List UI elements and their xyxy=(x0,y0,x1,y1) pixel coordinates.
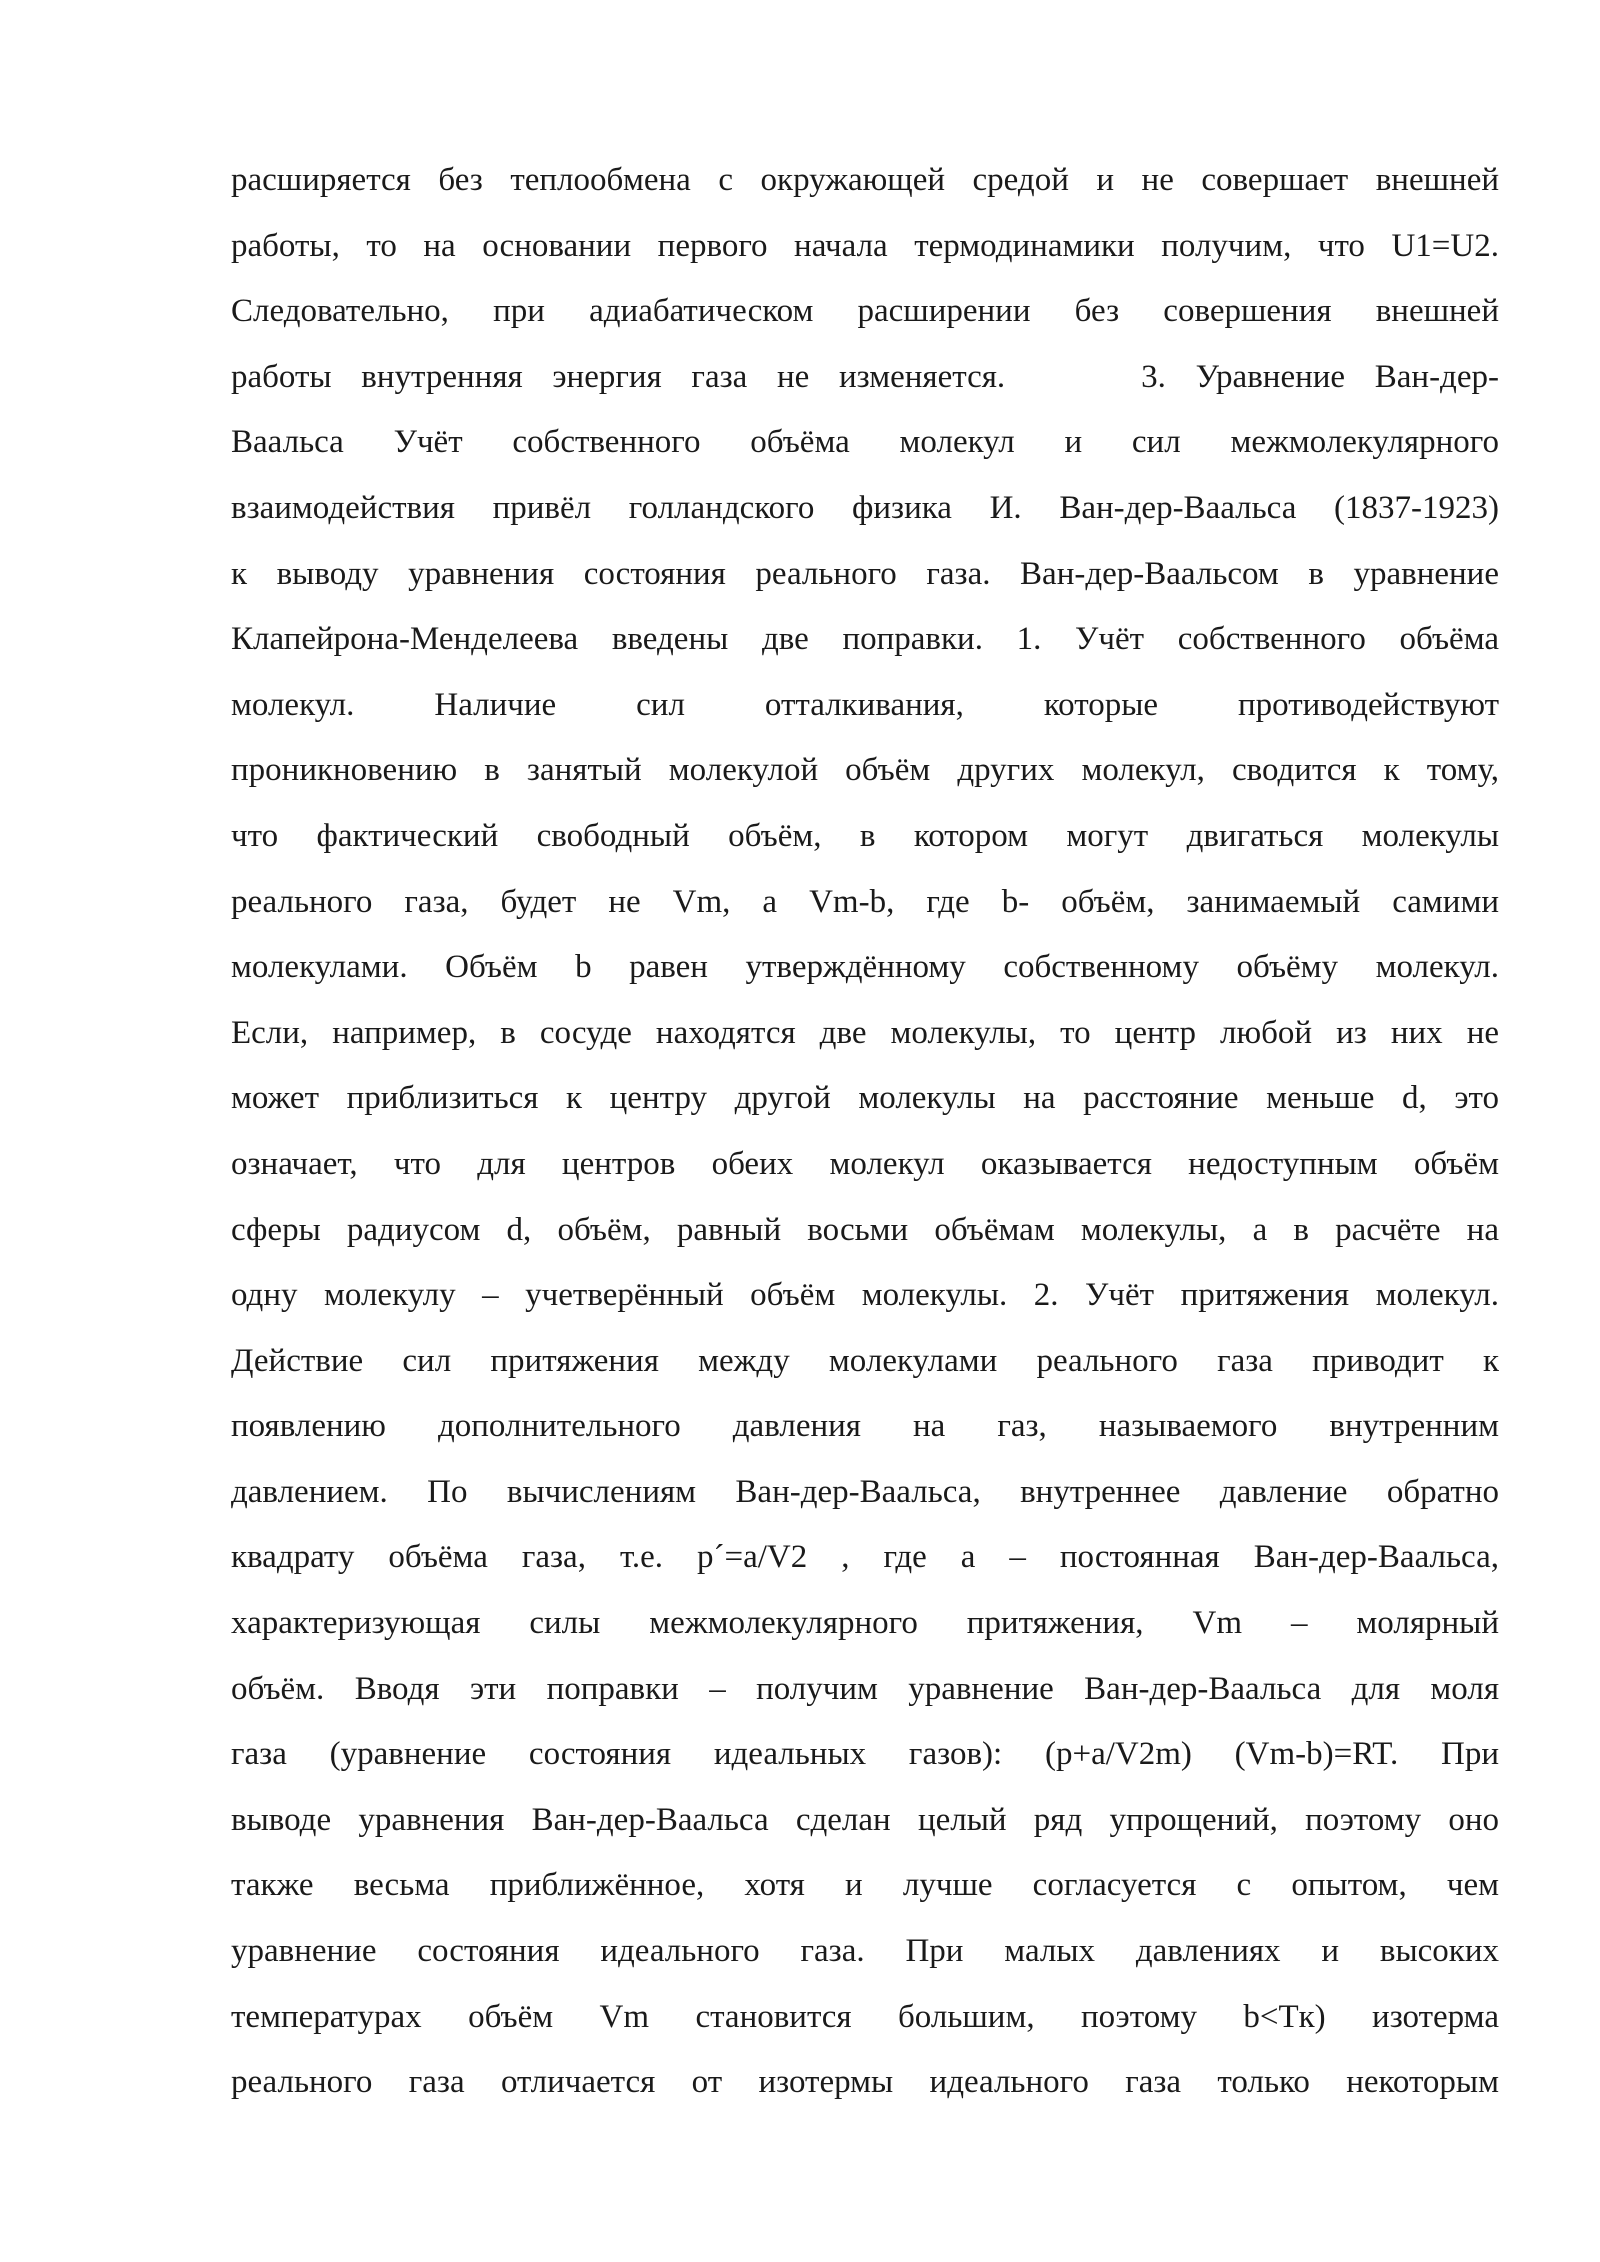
body-text xyxy=(231,148,1499,2116)
text-line: означает, что для центров обеих молекул оказывается недоступным объём xyxy=(231,1145,1499,1182)
text-line: молекулами. Объём b равен утверждённому собственному объёму молекул. xyxy=(231,949,1499,986)
text-line: к выводу уравнения состояния реального газа. Ван-дер-Ваальсом в уравнение xyxy=(231,555,1499,592)
text-line: может приблизиться к центру другой молекулы на расстояние меньше d, это xyxy=(231,1080,1499,1117)
text-line: давлением. По вычислениям Ван-дер-Ваальса, внутреннее давление обратно xyxy=(231,1473,1499,1510)
text-line: выводе уравнения Ван-дер-Ваальса сделан целый ряд упрощений, поэтому оно xyxy=(231,1801,1499,1838)
text-line: реального газа отличается от изотермы идеального газа только некоторым xyxy=(231,2064,1499,2101)
text-line: температурах объём Vm становится большим, поэтому b<Tк) изотерма xyxy=(231,1998,1499,2035)
text-line: сферы радиусом d, объём, равный восьми объёмам молекулы, а в расчёте на xyxy=(231,1211,1499,1248)
text-line: взаимодействия привёл голландского физика И. Ван-дер-Ваальса (1837-1923) xyxy=(231,489,1499,526)
text-line: молекул. Наличие сил отталкивания, которые противодействуют xyxy=(231,686,1499,723)
text-line: что фактический свободный объём, в котором могут двигаться молекулы xyxy=(231,817,1499,854)
text-line: реального газа, будет не Vm, а Vm-b, где b- объём, занимаемый самими xyxy=(231,883,1499,920)
text-line: газа (уравнение состояния идеальных газов): (p+a/V2m) (Vm-b)=RT. При xyxy=(231,1736,1499,1773)
text-line: Следовательно, при адиабатическом расширении без совершения внешней xyxy=(231,293,1499,330)
text-segment: работы внутренняя энергия газа не изменяется. xyxy=(231,358,1006,395)
section-heading-fragment: 3. Уравнение Ван-дер- xyxy=(1141,358,1499,395)
text-line: Если, например, в сосуде находятся две молекулы, то центр любой из них не xyxy=(231,1014,1499,1051)
text-line: появлению дополнительного давления на газ, называемого внутренним xyxy=(231,1408,1499,1445)
text-line: объём. Вводя эти поправки – получим уравнение Ван-дер-Ваальса для моля xyxy=(231,1670,1499,1707)
text-line-with-section-heading xyxy=(231,345,1499,411)
text-line: Клапейрона-Менделеева введены две поправки. 1. Учёт собственного объёма xyxy=(231,621,1499,658)
text-line: Действие сил притяжения между молекулами реального газа приводит к xyxy=(231,1342,1499,1379)
text-line: характеризующая силы межмолекулярного притяжения, Vm – молярный xyxy=(231,1605,1499,1642)
text-line: квадрату объёма газа, т.е. p´=a/V2 , где a – постоянная Ван-дер-Ваальса, xyxy=(231,1539,1499,1576)
text-line: работы, то на основании первого начала термодинамики получим, что U1=U2. xyxy=(231,227,1499,264)
text-line: уравнение состояния идеального газа. При малых давлениях и высоких xyxy=(231,1933,1499,1970)
text-line: проникновению в занятый молекулой объём других молекул, сводится к тому, xyxy=(231,752,1499,789)
text-line: одну молекулу – учетверённый объём молекулы. 2. Учёт притяжения молекул. xyxy=(231,1277,1499,1314)
text-line: расширяется без теплообмена с окружающей средой и не совершает внешней xyxy=(231,162,1499,198)
text-line: Ваальса Учёт собственного объёма молекул и сил межмолекулярного xyxy=(231,424,1499,461)
text-line: также весьма приближённое, хотя и лучше согласуется с опытом, чем xyxy=(231,1867,1499,1904)
